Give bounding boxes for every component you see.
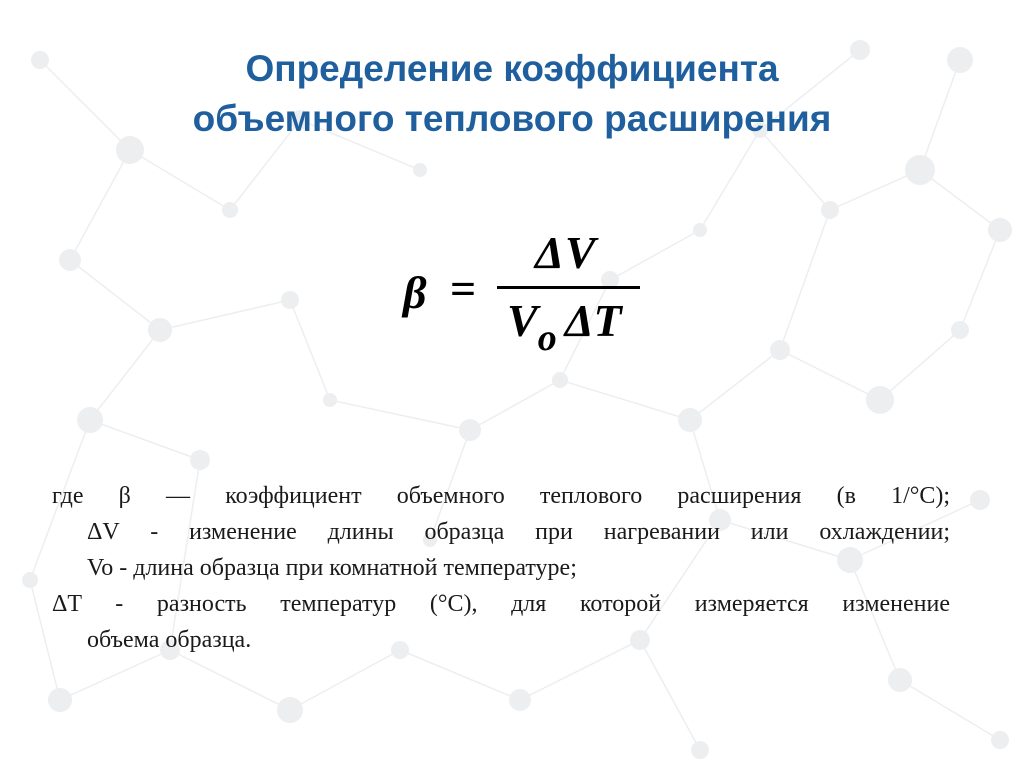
page-title [0, 44, 1024, 144]
formula-denominator-v: V [507, 295, 538, 346]
formula-equals-sign: = [450, 263, 477, 314]
description-line-delta-v: ΔV - изменение длины образца при нагревании или охлаждении; [87, 519, 950, 545]
formula-denominator [507, 294, 622, 360]
formula-fraction-bar [497, 286, 640, 289]
description-line-delta-t-continued: объема образца. [87, 627, 252, 653]
formula-denominator-delta-t: ΔT [564, 295, 622, 346]
description-line-delta-t: ΔT - разность температур (°C), для которой измеряется изменение [52, 591, 950, 617]
formula-beta-symbol: β [403, 267, 427, 318]
description-line-v0: Vo - длина образца при комнатной температуре; [87, 555, 577, 581]
description-line-beta: где β — коэффициент объемного теплового расширения (в 1/°C); [52, 483, 950, 509]
title-line-1: Определение коэффициента [245, 48, 779, 89]
formula-description [52, 478, 950, 658]
formula-numerator: ΔV [535, 227, 597, 278]
beta-formula [395, 226, 655, 359]
title-line-2: объемного теплового расширения [192, 98, 832, 139]
formula-denominator-subscript: o [537, 317, 557, 359]
